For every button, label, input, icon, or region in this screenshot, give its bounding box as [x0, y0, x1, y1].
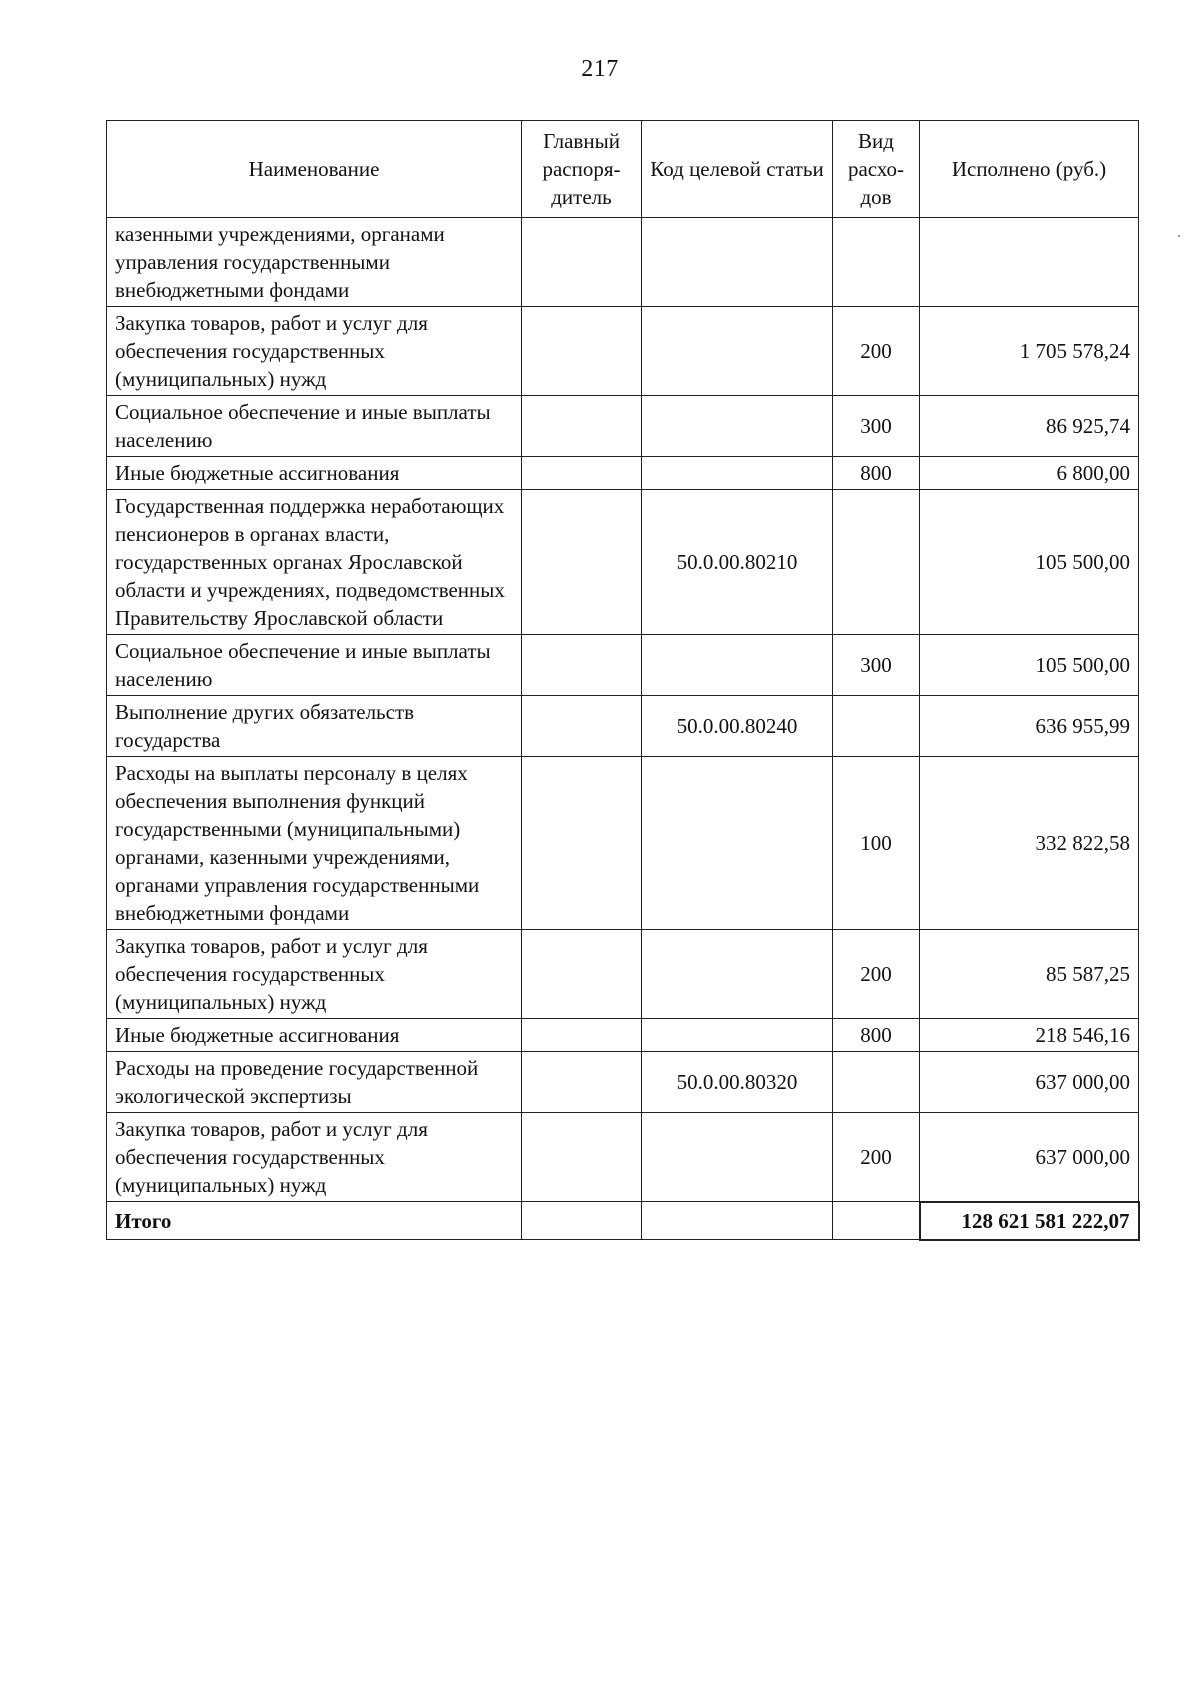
- row-name: Закупка товаров, работ и услуг для обеспечения государственных (муниципальных) нужд: [107, 307, 522, 396]
- total-main-manager: [522, 1202, 642, 1240]
- total-label: Итого: [107, 1202, 522, 1240]
- row-name: Закупка товаров, работ и услуг для обеспечения государственных (муниципальных) нужд: [107, 930, 522, 1019]
- table-row: [107, 1019, 1139, 1052]
- table-row: [107, 1113, 1139, 1202]
- table-header-row: [107, 121, 1139, 218]
- row-amount: 1 705 578,24: [920, 307, 1139, 396]
- row-expense-type: [833, 1052, 920, 1113]
- row-amount: 637 000,00: [920, 1052, 1139, 1113]
- row-expense-type: 300: [833, 396, 920, 457]
- row-main-manager: [522, 757, 642, 930]
- row-main-manager: [522, 307, 642, 396]
- row-target-code: [642, 1019, 833, 1052]
- row-name: Расходы на выплаты персоналу в целях обеспечения выполнения функций государственными (муниципальными) органами, казенными учреждениями, органами управления государственными внебюджетными фондами: [107, 757, 522, 930]
- row-target-code: [642, 635, 833, 696]
- table-row: [107, 457, 1139, 490]
- row-name: Государственная поддержка неработающих пенсионеров в органах власти, государственных органах Ярославской области и учреждениях, подведомственных Правительству Ярославской области: [107, 490, 522, 635]
- total-row: [107, 1202, 1139, 1240]
- row-amount: 86 925,74: [920, 396, 1139, 457]
- row-expense-type: [833, 696, 920, 757]
- row-expense-type: 200: [833, 1113, 920, 1202]
- row-main-manager: [522, 1113, 642, 1202]
- row-expense-type: [833, 218, 920, 307]
- table-row: [107, 635, 1139, 696]
- total-target-code: [642, 1202, 833, 1240]
- row-expense-type: 100: [833, 757, 920, 930]
- header-main-manager: Главный распоря- дитель: [522, 121, 642, 218]
- row-amount: 105 500,00: [920, 635, 1139, 696]
- row-name: Расходы на проведение государственной экологической экспертизы: [107, 1052, 522, 1113]
- row-name: Иные бюджетные ассигнования: [107, 457, 522, 490]
- row-amount: [920, 218, 1139, 307]
- row-target-code: [642, 1113, 833, 1202]
- row-main-manager: [522, 218, 642, 307]
- row-target-code: 50.0.00.80240: [642, 696, 833, 757]
- row-main-manager: [522, 1019, 642, 1052]
- row-target-code: [642, 307, 833, 396]
- row-expense-type: 800: [833, 1019, 920, 1052]
- row-main-manager: [522, 457, 642, 490]
- table-row: [107, 307, 1139, 396]
- row-amount: 6 800,00: [920, 457, 1139, 490]
- row-expense-type: 300: [833, 635, 920, 696]
- row-name: казенными учреждениями, органами управления государственными внебюджетными фондами: [107, 218, 522, 307]
- row-amount: 85 587,25: [920, 930, 1139, 1019]
- row-expense-type: 800: [833, 457, 920, 490]
- table-row: [107, 930, 1139, 1019]
- total-amount: 128 621 581 222,07: [920, 1202, 1139, 1240]
- row-name: Социальное обеспечение и иные выплаты населению: [107, 396, 522, 457]
- header-executed: Исполнено (руб.): [920, 121, 1139, 218]
- row-target-code: 50.0.00.80320: [642, 1052, 833, 1113]
- header-expense-type: Вид расхо- дов: [833, 121, 920, 218]
- row-target-code: [642, 457, 833, 490]
- table-row: [107, 218, 1139, 307]
- table-row: [107, 490, 1139, 635]
- table-row: [107, 757, 1139, 930]
- table-row: [107, 396, 1139, 457]
- table-row: [107, 696, 1139, 757]
- row-main-manager: [522, 396, 642, 457]
- row-main-manager: [522, 490, 642, 635]
- row-name: Выполнение других обязательств государства: [107, 696, 522, 757]
- row-expense-type: 200: [833, 930, 920, 1019]
- row-target-code: [642, 218, 833, 307]
- row-main-manager: [522, 696, 642, 757]
- header-target-code: Код целевой статьи: [642, 121, 833, 218]
- row-expense-type: 200: [833, 307, 920, 396]
- row-main-manager: [522, 1052, 642, 1113]
- row-target-code: [642, 396, 833, 457]
- row-expense-type: [833, 490, 920, 635]
- row-amount: 332 822,58: [920, 757, 1139, 930]
- row-name: Закупка товаров, работ и услуг для обеспечения государственных (муниципальных) нужд: [107, 1113, 522, 1202]
- row-name: Социальное обеспечение и иные выплаты населению: [107, 635, 522, 696]
- row-amount: 637 000,00: [920, 1113, 1139, 1202]
- row-target-code: [642, 930, 833, 1019]
- row-target-code: [642, 757, 833, 930]
- scan-speck: [1178, 235, 1180, 237]
- row-main-manager: [522, 930, 642, 1019]
- total-expense-type: [833, 1202, 920, 1240]
- row-name: Иные бюджетные ассигнования: [107, 1019, 522, 1052]
- row-main-manager: [522, 635, 642, 696]
- row-amount: 218 546,16: [920, 1019, 1139, 1052]
- row-amount: 105 500,00: [920, 490, 1139, 635]
- budget-execution-table: [106, 120, 1140, 1241]
- table-row: [107, 1052, 1139, 1113]
- row-amount: 636 955,99: [920, 696, 1139, 757]
- header-name: Наименование: [107, 121, 522, 218]
- row-target-code: 50.0.00.80210: [642, 490, 833, 635]
- page-number: 217: [581, 56, 619, 82]
